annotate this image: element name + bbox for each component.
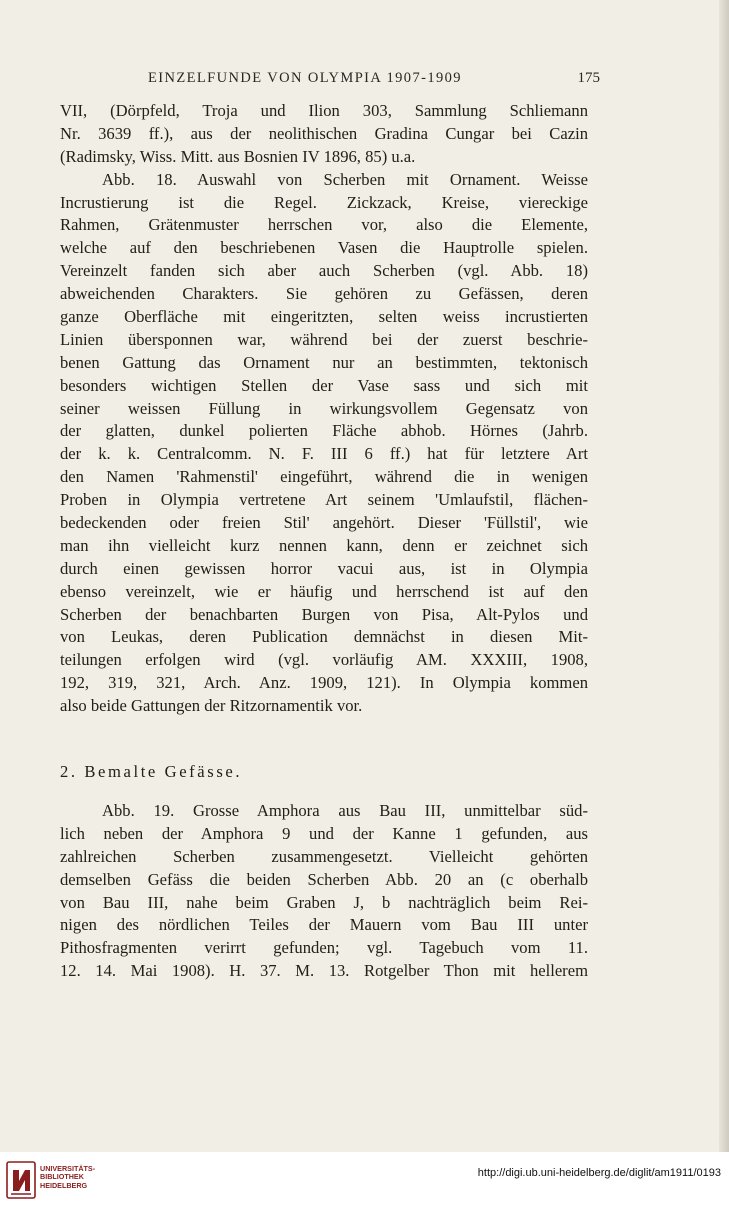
page-header (60, 70, 600, 92)
text-line: man ihn vielleicht kurz nennen kann, denn er zeichnet sich (60, 535, 588, 555)
text-line: also beide Gattungen der Ritzornamentik vor. (60, 696, 363, 716)
text-line: benen Gattung das Ornament nur an bestimmten, tektonisch (60, 352, 588, 372)
text-line: Proben in Olympia vertretene Art seinem 'Umlaufstil, flächen- (60, 490, 588, 510)
body-text-upper (60, 100, 588, 718)
library-name-line: UNIVERSITÄTS- (40, 1164, 96, 1173)
running-head: EINZELFUNDE VON OLYMPIA 1907-1909 (148, 70, 462, 86)
text-line: seiner weissen Füllung in wirkungsvollem Gegensatz von (60, 398, 588, 418)
text-line: Abb. 19. Grosse Amphora aus Bau III, unmittelbar süd- (102, 801, 588, 820)
text-line: bedeckenden oder freien Stil' angehört. Dieser 'Füllstil', wie (60, 513, 588, 533)
text-line: teilungen erfolgen wird (vgl. vorläufig AM. XXXIII, 1908, (60, 650, 588, 670)
text-line: abweichenden Charakters. Sie gehören zu Gefässen, deren (60, 284, 588, 304)
text-line: Abb. 18. Auswahl von Scherben mit Ornament. Weisse (102, 169, 588, 189)
text-line: Vereinzelt fanden sich aber auch Scherben (vgl. Abb. 18) (60, 261, 588, 281)
text-line: von Bau III, nahe beim Graben J, b nachträglich beim Rei- (60, 892, 588, 912)
text-line: demselben Gefäss die beiden Scherben Abb. 20 an (c oberhalb (60, 869, 588, 889)
page-edge (719, 0, 729, 1152)
text-line: Scherben der benachbarten Burgen von Pisa, Alt-Pylos und (60, 604, 588, 624)
text-line: 12. 14. Mai 1908). H. 37. M. 13. Rotgelber Thon mit hellerem (60, 961, 588, 981)
text-line: nigen des nördlichen Teiles der Mauern vom Bau III unter (60, 915, 588, 935)
text-line: lich neben der Amphora 9 und der Kanne 1 gefunden, aus (60, 823, 588, 843)
text-line: der glatten, dunkel polierten Fläche abhob. Hörnes (Jahrb. (60, 421, 588, 441)
library-name-line: HEIDELBERG (40, 1180, 88, 1190)
text-line: Linien übersponnen war, während bei der zuerst beschrie- (60, 329, 588, 349)
section-heading: 2. Bemalte Gefässe. (60, 762, 243, 781)
text-line: Rahmen, Grätenmuster herrschen vor, also die Elemente, (60, 215, 588, 235)
text-line: Nr. 3639 ff.), aus der neolithischen Gradina Cungar bei Cazin (60, 123, 588, 143)
text-line: durch einen gewissen horror vacui aus, ist in Olympia (60, 558, 588, 578)
text-line: VII, (Dörpfeld, Troja und Ilion 303, Sammlung Schliemann (60, 101, 588, 120)
text-line: welche auf den beschriebenen Vasen die Hauptrolle spielen. (60, 238, 588, 258)
library-name-line: BIBLIOTHEK (40, 1172, 84, 1182)
text-line: besonders wichtigen Stellen der Vase sass und sich mit (60, 375, 588, 395)
text-line: Incrustierung ist die Regel. Zickzack, Kreise, viereckige (60, 192, 588, 212)
text-line: der k. k. Centralcomm. N. F. III 6 ff.) hat für letztere Art (60, 444, 588, 464)
library-name[interactable] (40, 1165, 95, 1190)
text-line: 192, 319, 321, Arch. Anz. 1909, 121). In Olympia kommen (60, 673, 588, 693)
text-line: (Radimsky, Wiss. Mitt. aus Bosnien IV 1896, 85) u.a. (60, 146, 416, 166)
body-text-lower (60, 800, 588, 983)
text-line: Pithosfragmenten verirrt gefunden; vgl. Tagebuch vom 11. (60, 938, 588, 958)
library-seal-icon[interactable] (6, 1161, 36, 1199)
page-number: 175 (577, 70, 600, 86)
text-line: zahlreichen Scherben zusammengesetzt. Vielleicht gehörten (60, 846, 588, 866)
text-line: den Namen 'Rahmenstil' eingeführt, während die in wenigen (60, 467, 588, 487)
text-line: von Leukas, deren Publication demnächst in diesen Mit- (60, 627, 588, 647)
text-line: ebenso vereinzelt, wie er häufig und herrschend ist auf den (60, 581, 588, 601)
viewer-footer (0, 1152, 729, 1207)
text-line: ganze Oberfläche mit eingeritzten, selten weiss incrustierten (60, 307, 588, 327)
source-url-link[interactable]: http://digi.ub.uni-heidelberg.de/diglit/am1911/0193 (477, 1167, 721, 1179)
